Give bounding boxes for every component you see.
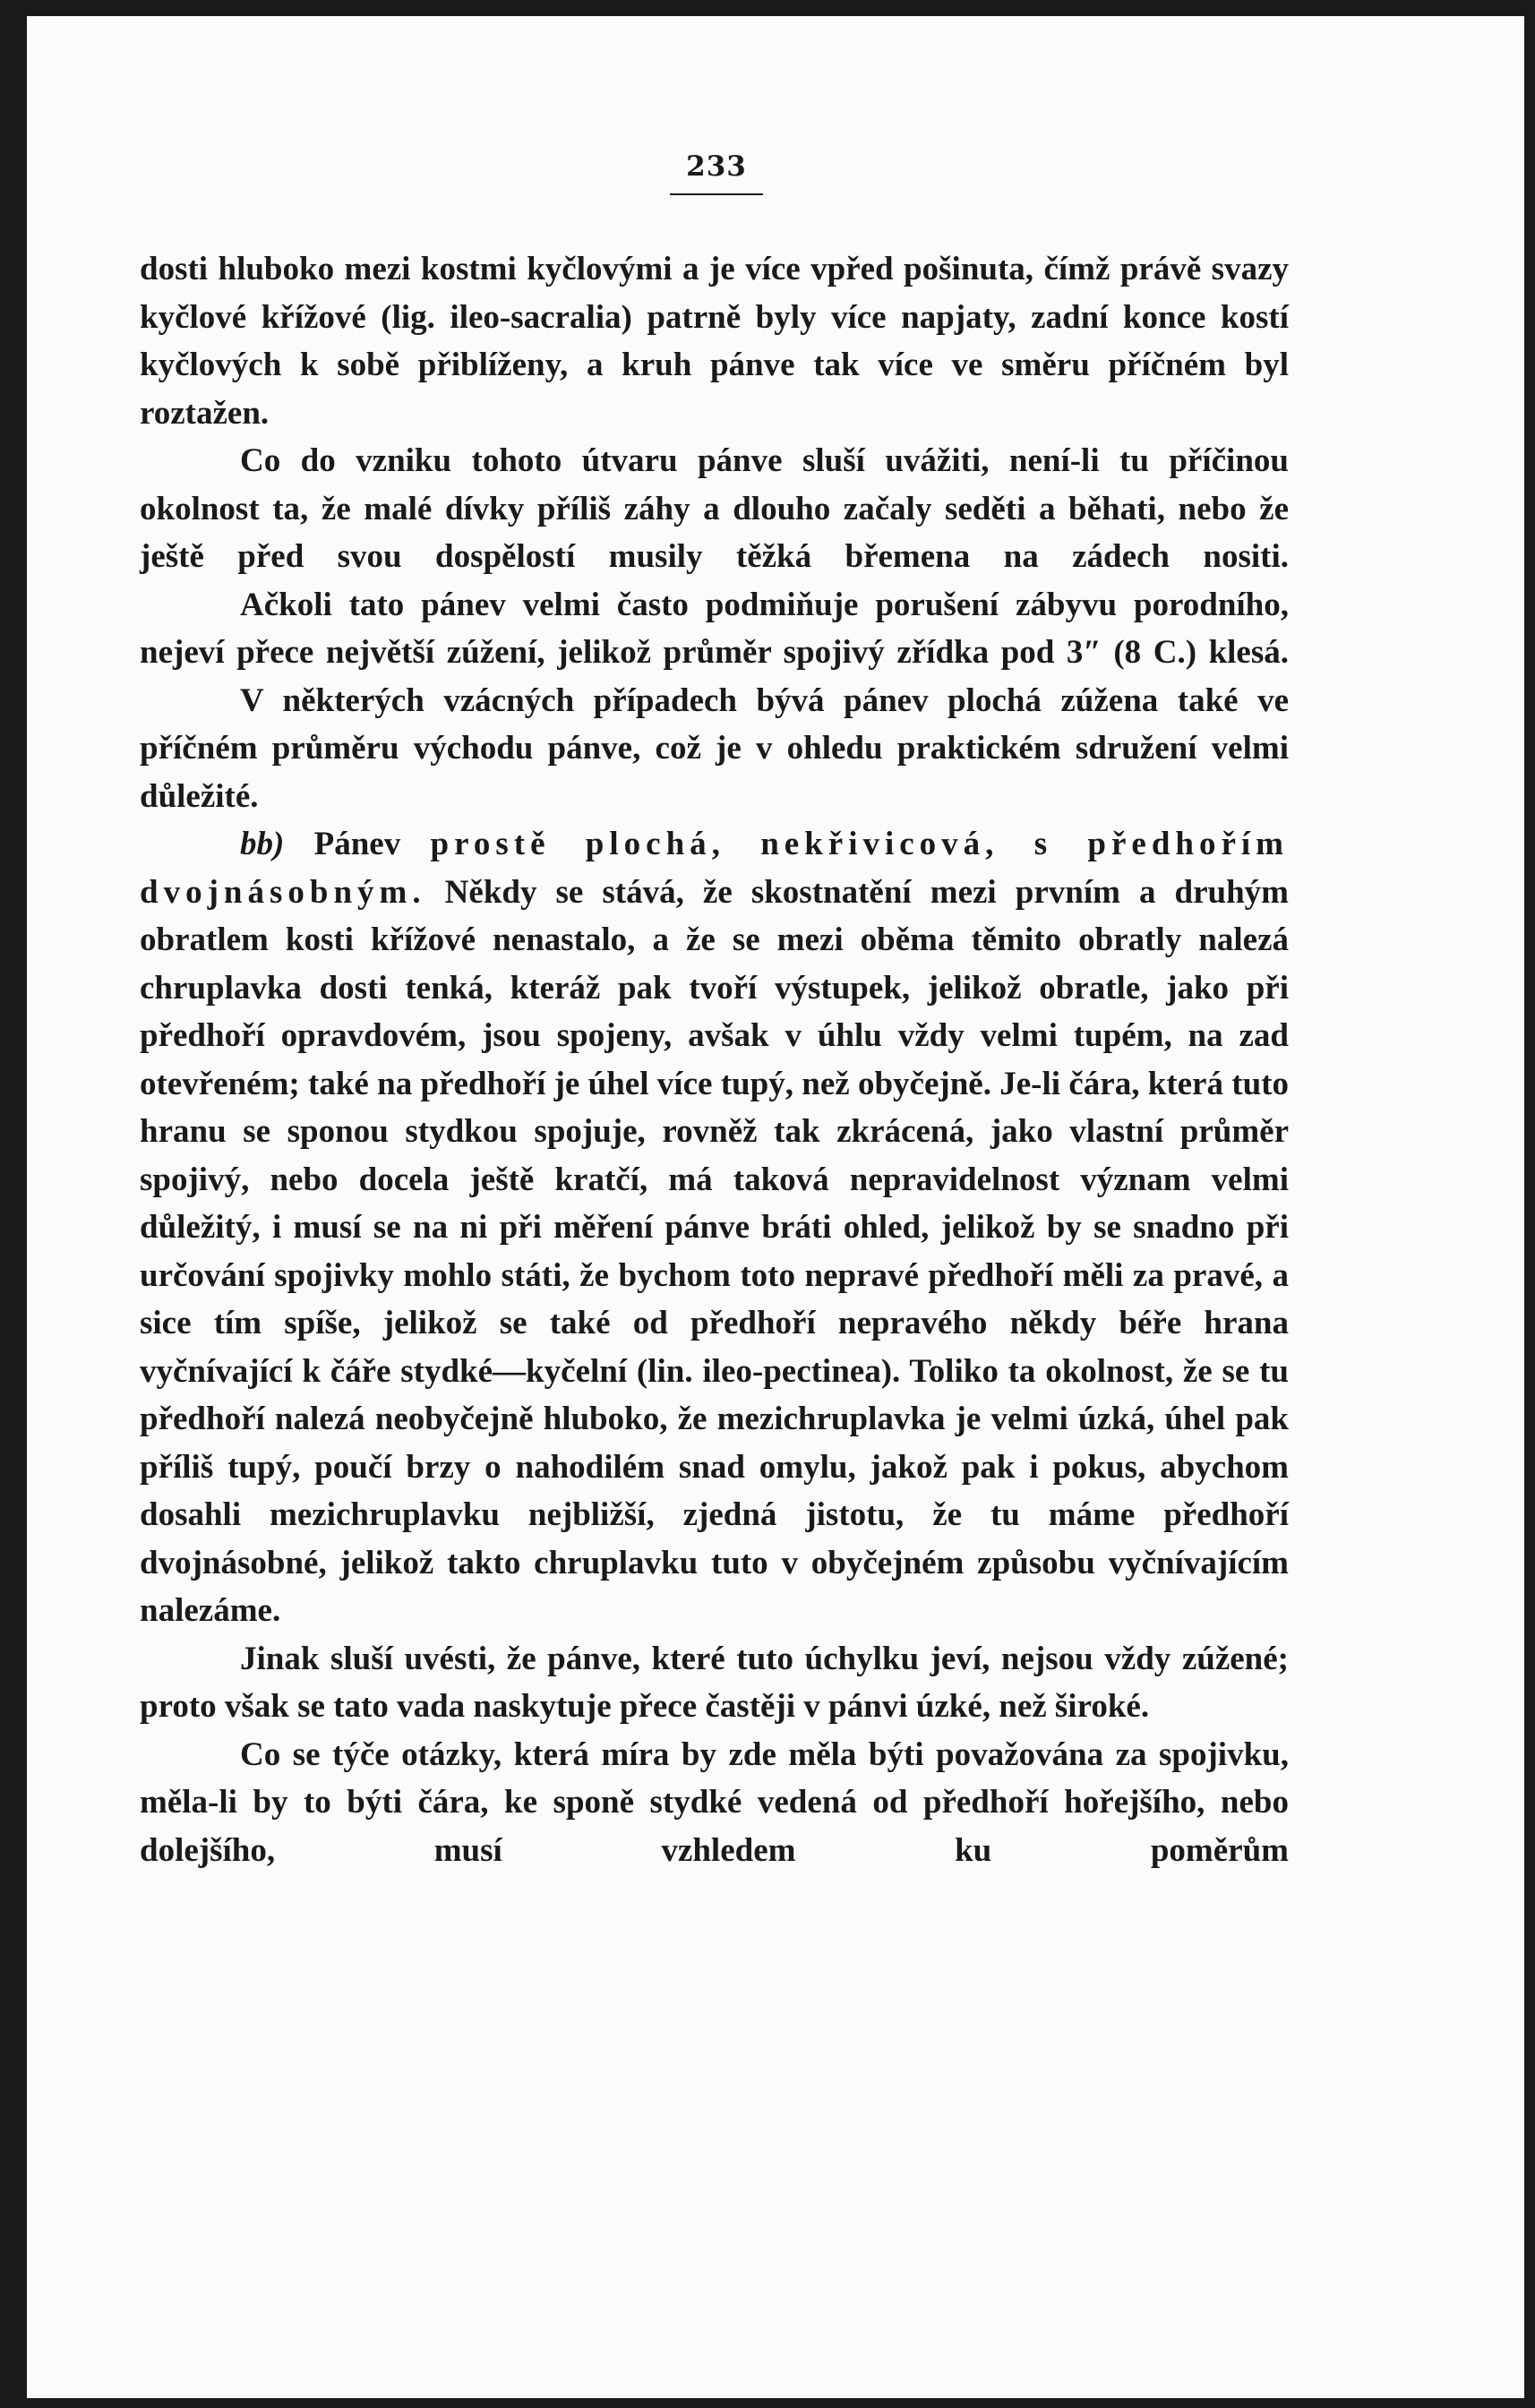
- paragraph-1: dosti hluboko mezi kostmi kyčlovými a je více vpřed pošinuta, čímž právě svazy kyčlové křížové (lig. ileo-sacralia) patrně byly více napjaty, zadní konce kostí kyčlových k sobě přiblíženy, a kruh pánve tak více ve směru příčném byl roztažen.: [140, 251, 1289, 432]
- section-heading-spaced: prostě plochá, nekřivicová, s předhořím dvojnásobným.: [140, 826, 1290, 911]
- paragraph-2: Co do vzniku tohoto útvaru pánve sluší uvážiti, není-li tu příčinou okolnost ta, že malé dívky příliš záhy a dlouho začaly seděti a běhati, nebo že ještě před svou dospělostí musily těžká břemena na zádech nositi.: [140, 442, 1289, 575]
- paragraph-6: Jinak sluší uvésti, že pánve, které tuto úchylku jeví, nejsou vždy zúžené; proto však se tato vada naskytuje přece častěji v pánvi úzké, než široké.: [140, 1640, 1289, 1725]
- section-heading-plain: Pánev: [313, 826, 401, 862]
- paragraph-4: V některých vzácných případech bývá pánev plochá zúžena také ve příčném průměru východu pánve, což je v ohledu praktickém sdružení velmi důležité.: [140, 681, 1289, 815]
- body-text: [140, 245, 1289, 1874]
- section-body: Někdy se stává, že skostnatění mezi prvním a druhým obratlem kosti křížové nenastalo, a že se mezi oběma těmito obratly nalezá chruplavka dosti tenká, kteráž pak tvoří výstupek, jelikož obratle, jako při předhoří opravdovém, jsou spojeny, avšak v úhlu vždy velmi tupém, na zad otevřeném; také na předhoří je úhel více tupý, než obyčejně. Je-li čára, která tuto hranu se sponou stydkou spojuje, rovněž tak zkrácená, jako vlastní průměr spojivý, nebo docela ještě kratčí, má taková nepravidelnost význam velmi důležitý, i musí se na ni při měření pánve bráti ohled, jelikož by se snadno při určování spojivky mohlo státi, že bychom toto nepravé předhoří měli za pravé, a sice tím spíše, jelikož se také od předhoří nepravého někdy béře hrana vyčnívající k čáře stydké—kyčelní (lin. ileo-pectinea). Toliko ta okolnost, že se tu předhoří nalezá neobyčejně hluboko, že mezichruplavka je velmi úzká, úhel pak příliš tupý, poučí brzy o nahodilém snad omylu, jakož pak i pokus, abychom dosahli mezichruplavku nejbližší, zjedná jistotu, že tu máme předhoří dvojnásobné, jelikož takto chruplavku tuto v obyčejném způsobu vyčnívajícím nalezáme.: [140, 873, 1289, 1629]
- paragraph-7: Co se týče otázky, která míra by zde měla býti považována za spojivku, měla-li by to býti čára, ke sponě stydké vedená od předhoří hořejšího, nebo dolejšího, musí vzhledem ku poměrům: [140, 1735, 1289, 1869]
- paragraph-3: Ačkoli tato pánev velmi často podmiňuje porušení zábyvu porodního, nejeví přece největší zúžení, jelikož průměr spojivý zřídka pod 3″ (8 C.) klesá.: [140, 586, 1289, 671]
- section-label: bb): [240, 826, 285, 862]
- paragraph-5: [140, 820, 1289, 1635]
- page-number-rule: [670, 193, 763, 195]
- page-number: 233: [686, 150, 747, 183]
